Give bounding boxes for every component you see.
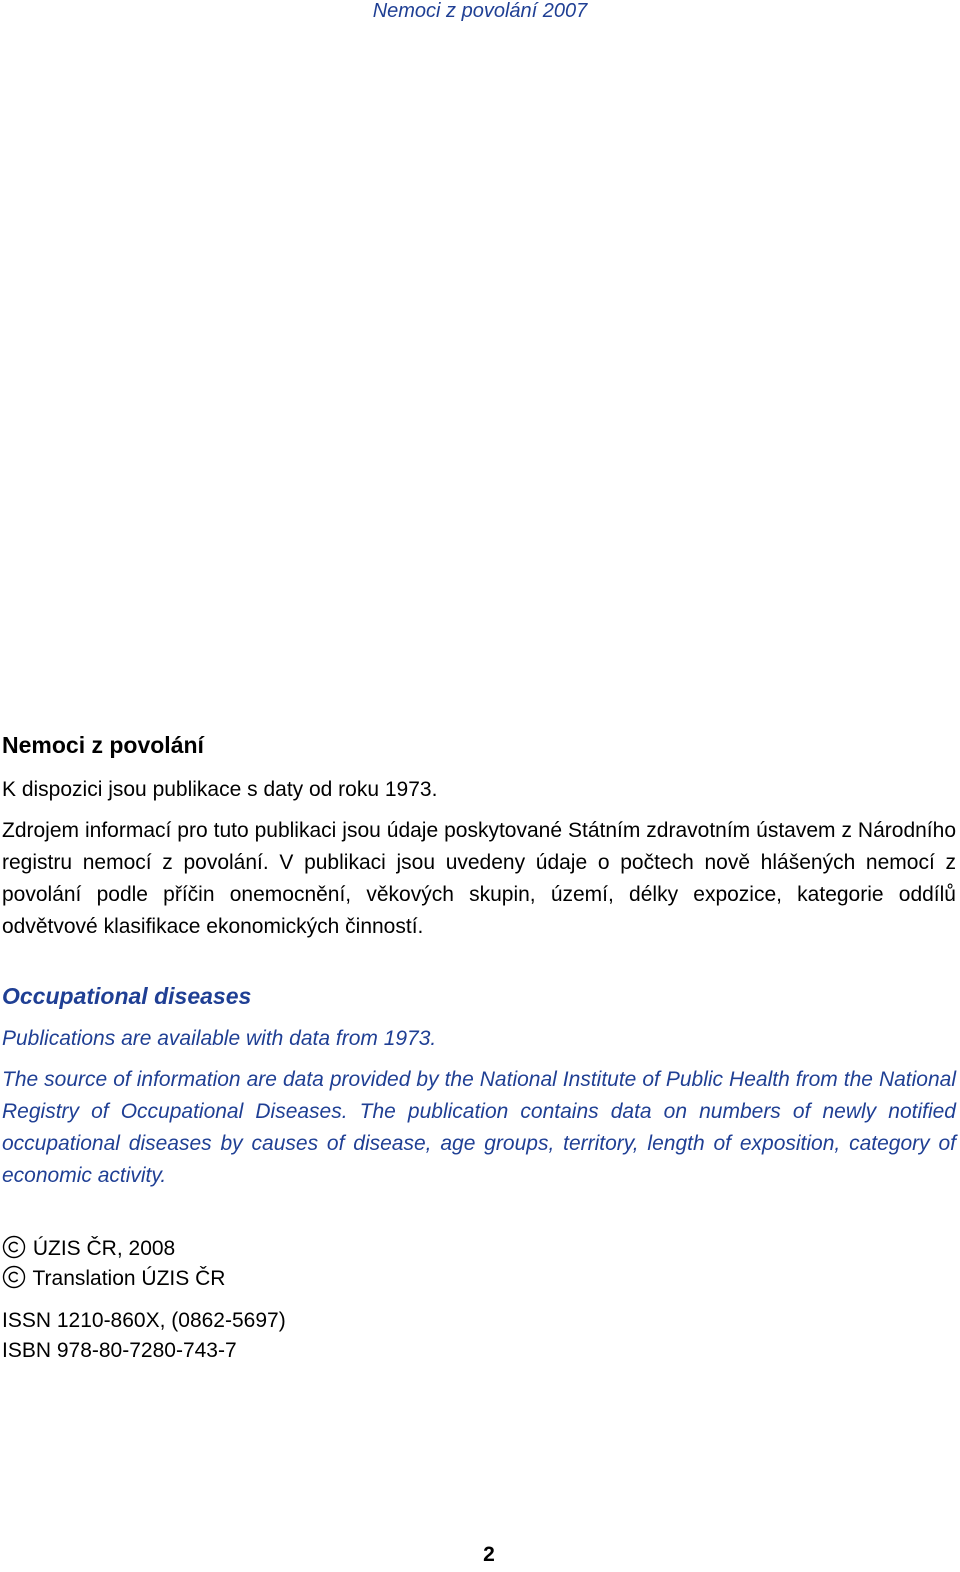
page-content bbox=[2, 728, 956, 1366]
isbn-line: ISBN 978-80-7280-743-7 bbox=[2, 1339, 237, 1362]
description-text-czech: Zdrojem informací pro tuto publikaci jsou údaje poskytované Státním zdravotním ústavem z Národního registru nemocí z povolání. V publikaci jsou uvedeny údaje o počtech nově hlášených nemocí z povolání podle příčin onemocnění, věkových skupin, území, délky expozice, kategorie oddílů odvětvové klasifikace ekonomických činností. bbox=[2, 819, 956, 938]
copyright-text-1: ÚZIS ČR, 2008 bbox=[32, 1237, 176, 1260]
issn-line: ISSN 1210-860X, (0862-5697) bbox=[2, 1309, 286, 1332]
identifier-block bbox=[2, 1306, 956, 1366]
availability-text-czech: K dispozici jsou publikace s daty od roku 1973. bbox=[2, 778, 438, 801]
page-number: 2 bbox=[483, 1543, 495, 1566]
section-heading-czech: Nemoci z povolání bbox=[2, 732, 204, 758]
description-text-english: The source of information are data provided by the National Institute of Public Health from the National Registry of Occupational Diseases. The publication contains data on numbers of newly notified occupational diseases by causes of disease, age groups, territory, length of exposition, category of economic activity. bbox=[2, 1068, 956, 1187]
copyright-block bbox=[2, 1234, 956, 1294]
availability-text-english: Publications are available with data from 1973. bbox=[2, 1027, 437, 1050]
copyright-text-2: Translation ÚZIS ČR bbox=[32, 1267, 226, 1290]
copyright-icon bbox=[2, 1235, 26, 1259]
copyright-line-2 bbox=[2, 1264, 956, 1294]
section-heading-english: Occupational diseases bbox=[2, 983, 252, 1009]
running-header: Nemoci z povolání 2007 bbox=[372, 0, 588, 22]
copyright-line-1 bbox=[2, 1234, 956, 1264]
copyright-icon bbox=[2, 1265, 26, 1289]
